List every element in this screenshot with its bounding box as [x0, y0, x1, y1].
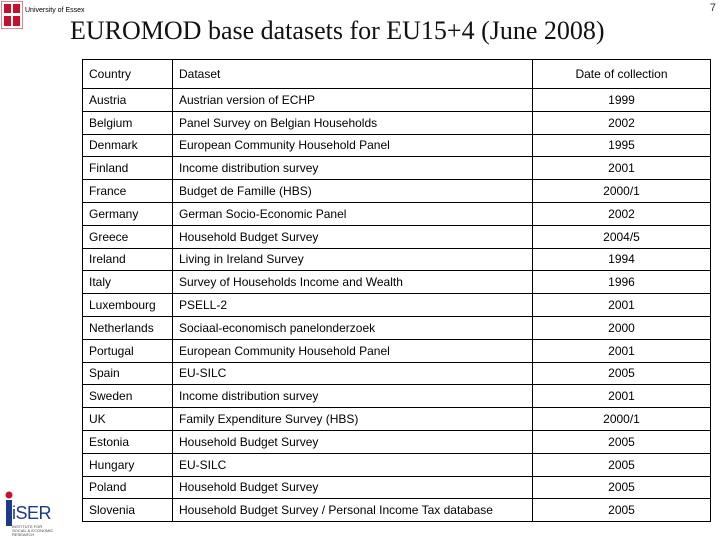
cell-date: 1995: [533, 134, 711, 157]
column-header-date: Date of collection: [533, 60, 711, 89]
cell-dataset: Household Budget Survey: [173, 476, 533, 499]
cell-country: Sweden: [83, 385, 173, 408]
cell-dataset: Sociaal-economisch panelonderzoek: [173, 316, 533, 339]
cell-date: 2001: [533, 339, 711, 362]
table-row: [83, 339, 711, 362]
iser-logo-subtitle: INSTITUTE FOR SOCIAL & ECONOMIC RESEARCH: [12, 524, 54, 537]
cell-dataset: Household Budget Survey: [173, 430, 533, 453]
cell-date: 2001: [533, 294, 711, 317]
cell-date: 2005: [533, 476, 711, 499]
table-row: [83, 248, 711, 271]
cell-country: Belgium: [83, 111, 173, 134]
cell-date: 1996: [533, 271, 711, 294]
table-row: [83, 476, 711, 499]
cell-date: 2000/1: [533, 408, 711, 431]
slide-number: 7: [709, 2, 716, 14]
cell-date: 2005: [533, 430, 711, 453]
table-row: [83, 385, 711, 408]
cell-dataset: Austrian version of ECHP: [173, 89, 533, 112]
cell-dataset: Survey of Households Income and Wealth: [173, 271, 533, 294]
table-row: [83, 362, 711, 385]
table-row: [83, 294, 711, 317]
cell-country: Denmark: [83, 134, 173, 157]
cell-country: Finland: [83, 157, 173, 180]
cell-date: 2001: [533, 385, 711, 408]
table-row: [83, 499, 711, 522]
table-row: [83, 157, 711, 180]
cell-dataset: Household Budget Survey / Personal Income Tax database: [173, 499, 533, 522]
table-row: [83, 408, 711, 431]
cell-date: 2000: [533, 316, 711, 339]
cell-date: 2002: [533, 111, 711, 134]
cell-country: Greece: [83, 225, 173, 248]
cell-dataset: European Community Household Panel: [173, 339, 533, 362]
cell-dataset: EU-SILC: [173, 453, 533, 476]
university-crest-icon: [1, 1, 23, 29]
column-header-dataset: Dataset: [173, 60, 533, 89]
cell-date: 2000/1: [533, 180, 711, 203]
cell-country: Netherlands: [83, 316, 173, 339]
cell-country: Estonia: [83, 430, 173, 453]
cell-date: 1994: [533, 248, 711, 271]
cell-country: Portugal: [83, 339, 173, 362]
table-row: [83, 111, 711, 134]
cell-country: Austria: [83, 89, 173, 112]
table-row: [83, 89, 711, 112]
table-header-row: [83, 60, 711, 89]
column-header-country: Country: [83, 60, 173, 89]
cell-dataset: Family Expenditure Survey (HBS): [173, 408, 533, 431]
cell-dataset: European Community Household Panel: [173, 134, 533, 157]
cell-dataset: PSELL-2: [173, 294, 533, 317]
cell-date: 2005: [533, 499, 711, 522]
cell-country: Italy: [83, 271, 173, 294]
cell-dataset: Budget de Famille (HBS): [173, 180, 533, 203]
cell-country: Ireland: [83, 248, 173, 271]
cell-country: UK: [83, 408, 173, 431]
university-name: University of Essex: [25, 7, 85, 14]
cell-date: 2005: [533, 453, 711, 476]
cell-country: Germany: [83, 202, 173, 225]
cell-dataset: Household Budget Survey: [173, 225, 533, 248]
cell-date: 2004/5: [533, 225, 711, 248]
table-row: [83, 430, 711, 453]
cell-dataset: Living in Ireland Survey: [173, 248, 533, 271]
cell-country: France: [83, 180, 173, 203]
cell-dataset: EU-SILC: [173, 362, 533, 385]
table-row: [83, 180, 711, 203]
cell-country: Spain: [83, 362, 173, 385]
table-row: [83, 271, 711, 294]
cell-country: Poland: [83, 476, 173, 499]
cell-date: 2002: [533, 202, 711, 225]
iser-logo: [0, 488, 62, 540]
cell-country: Luxembourg: [83, 294, 173, 317]
table-row: [83, 453, 711, 476]
iser-logo-text: iSER: [12, 503, 52, 523]
table-row: [83, 225, 711, 248]
table-row: [83, 316, 711, 339]
datasets-table: [82, 59, 711, 522]
cell-country: Hungary: [83, 453, 173, 476]
table-row: [83, 202, 711, 225]
cell-country: Slovenia: [83, 499, 173, 522]
cell-dataset: Income distribution survey: [173, 157, 533, 180]
cell-date: 1999: [533, 89, 711, 112]
table-row: [83, 134, 711, 157]
cell-dataset: German Socio-Economic Panel: [173, 202, 533, 225]
cell-date: 2001: [533, 157, 711, 180]
cell-date: 2005: [533, 362, 711, 385]
cell-dataset: Panel Survey on Belgian Households: [173, 111, 533, 134]
page-title: EUROMOD base datasets for EU15+4 (June 2008): [70, 16, 605, 45]
cell-dataset: Income distribution survey: [173, 385, 533, 408]
